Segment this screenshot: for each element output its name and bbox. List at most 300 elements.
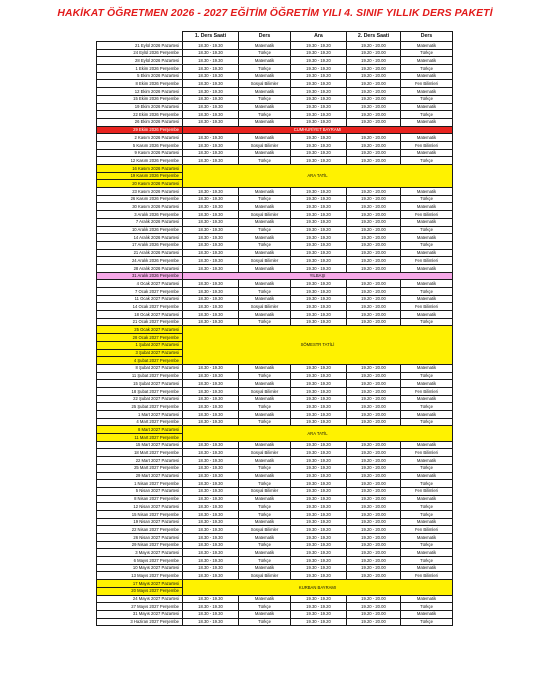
lesson-time-2: 19.20 - 20.00 [347, 241, 401, 249]
subject-2: Matematik [401, 280, 453, 288]
row-date: 21 Aralık 2026 Pazartesi [97, 249, 183, 257]
subject-1: Sosyal Bilimler [239, 449, 291, 457]
holiday-row [97, 426, 453, 434]
row-date: 30 Kasım 2026 Pazartesi [97, 203, 183, 211]
row-date: 26 Nisan 2027 Pazartesi [97, 534, 183, 542]
table-row [97, 472, 453, 480]
row-date: 12 Ekim 2026 Pazartesi [97, 88, 183, 96]
break-time: 19.30 - 19.20 [291, 487, 347, 495]
subject-1: Sosyal Bilimler [239, 526, 291, 534]
table-row [97, 134, 453, 142]
subject-1: Matematik [239, 595, 291, 603]
lesson-time-1: 18.30 - 19.30 [183, 49, 239, 57]
break-time: 19.30 - 19.20 [291, 572, 347, 580]
row-date: 8 Nisan 2027 Perşembe [97, 495, 183, 503]
lesson-time-1: 18.30 - 19.30 [183, 288, 239, 296]
lesson-time-2: 19.20 - 20.00 [347, 311, 401, 319]
subject-2: Matematik [401, 103, 453, 111]
lesson-time-1: 18.30 - 19.30 [183, 249, 239, 257]
row-date: 8 Mart 2027 Pazartesi [97, 426, 183, 434]
lesson-time-2: 19.20 - 20.00 [347, 472, 401, 480]
row-date: 14 Ocak 2027 Perşembe [97, 303, 183, 311]
lesson-time-1: 18.30 - 19.30 [183, 157, 239, 165]
row-date: 8 Ekim 2026 Perşembe [97, 80, 183, 88]
lesson-time-1: 18.30 - 19.30 [183, 464, 239, 472]
break-time: 19.30 - 19.20 [291, 103, 347, 111]
lesson-time-2: 19.20 - 20.00 [347, 80, 401, 88]
lesson-time-2: 19.20 - 20.00 [347, 218, 401, 226]
subject-1: Matematik [239, 610, 291, 618]
break-time: 19.30 - 19.20 [291, 295, 347, 303]
break-time: 19.30 - 19.20 [291, 80, 347, 88]
subject-1: Sosyal Bilimler [239, 572, 291, 580]
holiday-row [97, 580, 453, 588]
lesson-time-1: 18.30 - 19.30 [183, 557, 239, 565]
table-row [97, 403, 453, 411]
subject-2: Türkçe [401, 480, 453, 488]
table-row [97, 557, 453, 565]
break-time: 19.30 - 19.20 [291, 141, 347, 149]
subject-1: Matematik [239, 134, 291, 142]
row-date: 13 Mayıs 2027 Perşembe [97, 572, 183, 580]
subject-2: Matematik [401, 42, 453, 50]
break-time: 19.30 - 19.20 [291, 595, 347, 603]
subject-2: Türkçe [401, 157, 453, 165]
table-row [97, 503, 453, 511]
break-time: 19.30 - 19.20 [291, 195, 347, 203]
subject-2: Matematik [401, 203, 453, 211]
lesson-time-1: 18.30 - 19.30 [183, 80, 239, 88]
row-date: 17 Mayıs 2027 Pazartesi [97, 580, 183, 588]
row-date: 20 Mayıs 2027 Perşembe [97, 587, 183, 595]
table-row [97, 42, 453, 50]
lesson-time-2: 19.20 - 20.00 [347, 418, 401, 426]
subject-1: Sosyal Bilimler [239, 387, 291, 395]
row-date: 1 Mart 2027 Pazartesi [97, 411, 183, 419]
lesson-time-1: 18.30 - 19.30 [183, 57, 239, 65]
row-date: 5 Ekim 2026 Pazartesi [97, 72, 183, 80]
subject-2: Türkçe [401, 464, 453, 472]
column-header-break: Ara [291, 32, 347, 42]
break-time: 19.30 - 19.20 [291, 264, 347, 272]
lesson-time-1: 18.30 - 19.30 [183, 118, 239, 126]
row-date: 6 Mayıs 2027 Perşembe [97, 557, 183, 565]
table-row [97, 549, 453, 557]
table-row [97, 118, 453, 126]
row-date: 12 Nisan 2027 Pazartesi [97, 503, 183, 511]
break-time: 19.30 - 19.20 [291, 134, 347, 142]
row-date: 4 Mart 2027 Perşembe [97, 418, 183, 426]
row-date: 22 Mart 2027 Pazartesi [97, 457, 183, 465]
lesson-time-1: 18.30 - 19.30 [183, 395, 239, 403]
row-date: 4 Ocak 2027 Pazartesi [97, 280, 183, 288]
subject-1: Matematik [239, 42, 291, 50]
table-row [97, 295, 453, 303]
break-time: 19.30 - 19.20 [291, 503, 347, 511]
subject-1: Matematik [239, 295, 291, 303]
subject-1: Türkçe [239, 418, 291, 426]
lesson-time-2: 19.20 - 20.00 [347, 449, 401, 457]
row-date: 5 Nisan 2027 Pazartesi [97, 487, 183, 495]
subject-1: Matematik [239, 518, 291, 526]
lesson-time-2: 19.20 - 20.00 [347, 280, 401, 288]
subject-1: Sosyal Bilimler [239, 487, 291, 495]
lesson-time-2: 19.20 - 20.00 [347, 464, 401, 472]
holiday-label: ARA TATİL [183, 165, 453, 188]
lesson-time-2: 19.20 - 20.00 [347, 510, 401, 518]
holiday-row [97, 126, 453, 134]
break-time: 19.30 - 19.20 [291, 518, 347, 526]
break-time: 19.30 - 19.20 [291, 449, 347, 457]
row-date: 19 Nisan 2027 Pazartesi [97, 518, 183, 526]
break-time: 19.30 - 19.20 [291, 618, 347, 626]
subject-1: Matematik [239, 88, 291, 96]
lesson-time-1: 18.30 - 19.30 [183, 303, 239, 311]
break-time: 19.30 - 19.20 [291, 288, 347, 296]
subject-1: Sosyal Bilimler [239, 257, 291, 265]
lesson-time-2: 19.20 - 20.00 [347, 572, 401, 580]
break-time: 19.30 - 19.20 [291, 549, 347, 557]
lesson-time-1: 18.30 - 19.30 [183, 534, 239, 542]
subject-2: Matematik [401, 472, 453, 480]
row-date: 3 Şubat 2027 Pazartesi [97, 349, 183, 357]
subject-2: Matematik [401, 134, 453, 142]
lesson-time-2: 19.20 - 20.00 [347, 42, 401, 50]
row-date: 28 Ocak 2027 Perşembe [97, 334, 183, 342]
lesson-time-2: 19.20 - 20.00 [347, 303, 401, 311]
subject-1: Türkçe [239, 541, 291, 549]
lesson-time-1: 18.30 - 19.30 [183, 264, 239, 272]
break-time: 19.30 - 19.20 [291, 372, 347, 380]
lesson-time-2: 19.20 - 20.00 [347, 441, 401, 449]
subject-2: Türkçe [401, 372, 453, 380]
subject-1: Matematik [239, 549, 291, 557]
table-row [97, 249, 453, 257]
page-title: HAKİKAT ÖĞRETMEN 2026 - 2027 EĞİTİM ÖĞRETİM YILI 4. SINIF YILLIK DERS PAKETİ [57, 8, 493, 19]
lesson-time-2: 19.20 - 20.00 [347, 249, 401, 257]
break-time: 19.30 - 19.20 [291, 403, 347, 411]
lesson-time-1: 18.30 - 19.30 [183, 411, 239, 419]
row-date: 12 Kasım 2026 Perşembe [97, 157, 183, 165]
row-date: 24 Mayıs 2027 Pazartesi [97, 595, 183, 603]
lesson-time-2: 19.20 - 20.00 [347, 203, 401, 211]
lesson-time-1: 18.30 - 19.30 [183, 449, 239, 457]
lesson-time-2: 19.20 - 20.00 [347, 403, 401, 411]
column-header-date [97, 32, 183, 42]
lesson-time-1: 18.30 - 19.30 [183, 603, 239, 611]
subject-1: Sosyal Bilimler [239, 211, 291, 219]
row-date: 11 Ocak 2027 Pazartesi [97, 295, 183, 303]
lesson-time-2: 19.20 - 20.00 [347, 149, 401, 157]
row-date: 3 Haziran 2027 Perşembe [97, 618, 183, 626]
break-time: 19.30 - 19.20 [291, 226, 347, 234]
lesson-time-1: 18.30 - 19.30 [183, 441, 239, 449]
table-row [97, 457, 453, 465]
lesson-time-2: 19.20 - 20.00 [347, 495, 401, 503]
row-date: 18 Şubat 2027 Perşembe [97, 387, 183, 395]
subject-2: Türkçe [401, 195, 453, 203]
subject-2: Matematik [401, 218, 453, 226]
break-time: 19.30 - 19.20 [291, 88, 347, 96]
row-date: 19 Kasım 2026 Perşembe [97, 172, 183, 180]
table-row [97, 57, 453, 65]
subject-1: Türkçe [239, 403, 291, 411]
table-row [97, 487, 453, 495]
lesson-time-1: 18.30 - 19.30 [183, 595, 239, 603]
subject-2: Fen Bilimleri [401, 211, 453, 219]
holiday-label: CUMHURİYET BAYRAMI [183, 126, 453, 134]
subject-1: Matematik [239, 311, 291, 319]
break-time: 19.30 - 19.20 [291, 495, 347, 503]
table-row [97, 88, 453, 96]
subject-2: Matematik [401, 234, 453, 242]
break-time: 19.30 - 19.20 [291, 249, 347, 257]
subject-2: Türkçe [401, 111, 453, 119]
break-time: 19.30 - 19.20 [291, 241, 347, 249]
break-time: 19.30 - 19.20 [291, 510, 347, 518]
subject-2: Matematik [401, 549, 453, 557]
break-time: 19.30 - 19.20 [291, 534, 347, 542]
subject-2: Matematik [401, 57, 453, 65]
subject-2: Matematik [401, 495, 453, 503]
break-time: 19.30 - 19.20 [291, 603, 347, 611]
row-date: 29 Nisan 2027 Perşembe [97, 541, 183, 549]
subject-1: Türkçe [239, 157, 291, 165]
lesson-time-2: 19.20 - 20.00 [347, 65, 401, 73]
subject-1: Matematik [239, 564, 291, 572]
table-row [97, 564, 453, 572]
lesson-time-2: 19.20 - 20.00 [347, 257, 401, 265]
break-time: 19.30 - 19.20 [291, 211, 347, 219]
row-date: 31 Mayıs 2027 Pazartesi [97, 610, 183, 618]
lesson-time-2: 19.20 - 20.00 [347, 480, 401, 488]
break-time: 19.30 - 19.20 [291, 149, 347, 157]
subject-1: Matematik [239, 234, 291, 242]
subject-2: Matematik [401, 380, 453, 388]
table-row [97, 226, 453, 234]
subject-1: Matematik [239, 103, 291, 111]
lesson-time-1: 18.30 - 19.30 [183, 510, 239, 518]
subject-1: Matematik [239, 203, 291, 211]
row-date: 21 Eylül 2026 Pazartesi [97, 42, 183, 50]
lesson-time-2: 19.20 - 20.00 [347, 264, 401, 272]
holiday-row [97, 272, 453, 280]
subject-2: Türkçe [401, 503, 453, 511]
header-row [97, 32, 453, 42]
lesson-time-2: 19.20 - 20.00 [347, 380, 401, 388]
break-time: 19.30 - 19.20 [291, 526, 347, 534]
subject-2: Türkçe [401, 618, 453, 626]
lesson-time-1: 18.30 - 19.30 [183, 457, 239, 465]
break-time: 19.30 - 19.20 [291, 257, 347, 265]
break-time: 19.30 - 19.20 [291, 95, 347, 103]
lesson-time-2: 19.20 - 20.00 [347, 234, 401, 242]
subject-1: Türkçe [239, 95, 291, 103]
row-date: 28 Eylül 2026 Pazartesi [97, 57, 183, 65]
subject-2: Fen Bilimleri [401, 80, 453, 88]
subject-1: Türkçe [239, 49, 291, 57]
row-date: 22 Nisan 2027 Perşembe [97, 526, 183, 534]
break-time: 19.30 - 19.20 [291, 234, 347, 242]
table-row [97, 411, 453, 419]
row-date: 14 Aralık 2026 Pazartesi [97, 234, 183, 242]
break-time: 19.30 - 19.20 [291, 395, 347, 403]
table-row [97, 141, 453, 149]
subject-1: Türkçe [239, 318, 291, 326]
table-row [97, 372, 453, 380]
break-time: 19.30 - 19.20 [291, 441, 347, 449]
table-row [97, 65, 453, 73]
row-date: 1 Şubat 2027 Pazartesi [97, 341, 183, 349]
table-row [97, 49, 453, 57]
table-row [97, 380, 453, 388]
row-date: 16 Kasım 2026 Pazartesi [97, 165, 183, 173]
table-row [97, 288, 453, 296]
lesson-time-2: 19.20 - 20.00 [347, 534, 401, 542]
row-date: 23 Kasım 2026 Pazartesi [97, 188, 183, 196]
break-time: 19.30 - 19.20 [291, 311, 347, 319]
table-row [97, 303, 453, 311]
lesson-time-2: 19.20 - 20.00 [347, 118, 401, 126]
lesson-time-2: 19.20 - 20.00 [347, 318, 401, 326]
lesson-time-2: 19.20 - 20.00 [347, 411, 401, 419]
subject-1: Matematik [239, 441, 291, 449]
row-date: 18 Mart 2027 Perşembe [97, 449, 183, 457]
lesson-time-2: 19.20 - 20.00 [347, 395, 401, 403]
break-time: 19.30 - 19.20 [291, 457, 347, 465]
subject-2: Fen Bilimleri [401, 526, 453, 534]
row-date: 28 Aralık 2026 Pazartesi [97, 264, 183, 272]
subject-2: Fen Bilimleri [401, 387, 453, 395]
subject-1: Türkçe [239, 241, 291, 249]
subject-1: Matematik [239, 280, 291, 288]
row-date: 5 Kasım 2026 Perşembe [97, 141, 183, 149]
row-date: 3 Mayıs 2027 Pazartesi [97, 549, 183, 557]
table-row [97, 441, 453, 449]
row-date: 25 Şubat 2027 Perşembe [97, 403, 183, 411]
lesson-time-1: 18.30 - 19.30 [183, 234, 239, 242]
break-time: 19.30 - 19.20 [291, 218, 347, 226]
break-time: 19.30 - 19.20 [291, 564, 347, 572]
break-time: 19.30 - 19.20 [291, 610, 347, 618]
lesson-time-1: 18.30 - 19.30 [183, 226, 239, 234]
lesson-time-1: 18.30 - 19.30 [183, 280, 239, 288]
lesson-time-1: 18.30 - 19.30 [183, 480, 239, 488]
subject-1: Matematik [239, 380, 291, 388]
break-time: 19.30 - 19.20 [291, 111, 347, 119]
subject-1: Matematik [239, 218, 291, 226]
break-time: 19.30 - 19.20 [291, 387, 347, 395]
table-row [97, 241, 453, 249]
table-row [97, 387, 453, 395]
subject-1: Türkçe [239, 557, 291, 565]
table-row [97, 526, 453, 534]
subject-2: Türkçe [401, 603, 453, 611]
subject-1: Matematik [239, 149, 291, 157]
row-date: 1 Ekim 2026 Perşembe [97, 65, 183, 73]
lesson-time-1: 18.30 - 19.30 [183, 257, 239, 265]
subject-1: Türkçe [239, 65, 291, 73]
table-row [97, 95, 453, 103]
lesson-time-2: 19.20 - 20.00 [347, 457, 401, 465]
row-date: 11 Mart 2027 Perşembe [97, 434, 183, 442]
lesson-time-2: 19.20 - 20.00 [347, 226, 401, 234]
break-time: 19.30 - 19.20 [291, 303, 347, 311]
row-date: 26 Ekim 2026 Pazartesi [97, 118, 183, 126]
row-date: 17 Aralık 2026 Perşembe [97, 241, 183, 249]
lesson-time-2: 19.20 - 20.00 [347, 188, 401, 196]
subject-1: Matematik [239, 364, 291, 372]
lesson-time-2: 19.20 - 20.00 [347, 211, 401, 219]
subject-2: Matematik [401, 88, 453, 96]
break-time: 19.30 - 19.20 [291, 203, 347, 211]
schedule-table [96, 31, 453, 626]
break-time: 19.30 - 19.20 [291, 541, 347, 549]
lesson-time-2: 19.20 - 20.00 [347, 364, 401, 372]
subject-2: Türkçe [401, 226, 453, 234]
lesson-time-1: 18.30 - 19.30 [183, 487, 239, 495]
subject-1: Matematik [239, 534, 291, 542]
subject-2: Türkçe [401, 288, 453, 296]
lesson-time-1: 18.30 - 19.30 [183, 188, 239, 196]
subject-2: Matematik [401, 534, 453, 542]
table-row [97, 264, 453, 272]
break-time: 19.30 - 19.20 [291, 72, 347, 80]
subject-2: Türkçe [401, 541, 453, 549]
subject-2: Türkçe [401, 95, 453, 103]
holiday-row [97, 326, 453, 334]
row-date: 7 Aralık 2026 Pazartesi [97, 218, 183, 226]
lesson-time-1: 18.30 - 19.30 [183, 503, 239, 511]
table-row [97, 364, 453, 372]
subject-1: Matematik [239, 188, 291, 196]
table-row [97, 518, 453, 526]
holiday-label: YILBAŞI [183, 272, 453, 280]
lesson-time-1: 18.30 - 19.30 [183, 65, 239, 73]
subject-1: Türkçe [239, 288, 291, 296]
break-time: 19.30 - 19.20 [291, 65, 347, 73]
table-row [97, 280, 453, 288]
lesson-time-2: 19.20 - 20.00 [347, 288, 401, 296]
lesson-time-1: 18.30 - 19.30 [183, 364, 239, 372]
subject-2: Türkçe [401, 510, 453, 518]
subject-2: Türkçe [401, 65, 453, 73]
row-date: 26 Kasım 2026 Perşembe [97, 195, 183, 203]
subject-2: Türkçe [401, 49, 453, 57]
subject-1: Matematik [239, 411, 291, 419]
subject-2: Matematik [401, 149, 453, 157]
lesson-time-2: 19.20 - 20.00 [347, 195, 401, 203]
lesson-time-1: 18.30 - 19.30 [183, 103, 239, 111]
row-date: 25 Mart 2027 Perşembe [97, 464, 183, 472]
table-row [97, 311, 453, 319]
lesson-time-2: 19.20 - 20.00 [347, 557, 401, 565]
table-row [97, 480, 453, 488]
lesson-time-1: 18.30 - 19.30 [183, 72, 239, 80]
row-date: 15 Mart 2027 Pazartesi [97, 441, 183, 449]
lesson-time-1: 18.30 - 19.30 [183, 495, 239, 503]
lesson-time-2: 19.20 - 20.00 [347, 526, 401, 534]
table-row [97, 188, 453, 196]
subject-1: Matematik [239, 72, 291, 80]
lesson-time-2: 19.20 - 20.00 [347, 387, 401, 395]
row-date: 18 Ocak 2027 Pazartesi [97, 311, 183, 319]
subject-2: Türkçe [401, 418, 453, 426]
lesson-time-1: 18.30 - 19.30 [183, 42, 239, 50]
row-date: 15 Ekim 2026 Perşembe [97, 95, 183, 103]
lesson-time-1: 18.30 - 19.30 [183, 311, 239, 319]
lesson-time-2: 19.20 - 20.00 [347, 295, 401, 303]
